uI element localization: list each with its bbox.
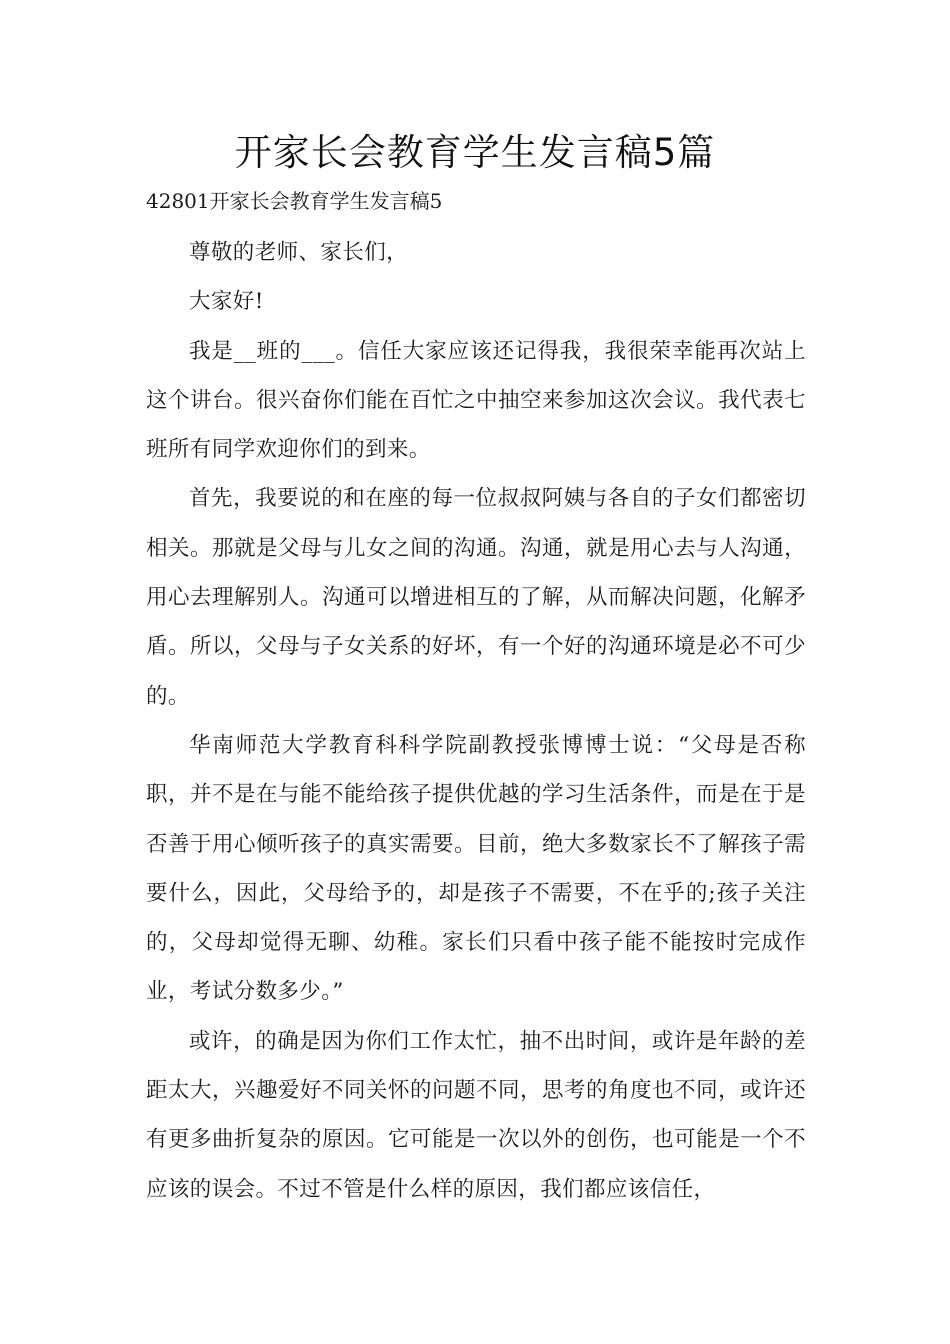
paragraph-communication: 首先，我要说的和在座的每一位叔叔阿姨与各自的子女们都密切相关。那就是父母与儿女之间的沟通。沟通，就是用心去与人沟通，用心去理解别人。沟通可以增进相互的了解，从而解决问题，化解矛盾。所以，父母与子女关系的好坏，有一个好的沟通环境是必不可少的。 xyxy=(146,486,806,709)
paragraph-quote: 华南师范大学教育科科学院副教授张博博士说：“父母是否称职，并不是在与能不能给孩子提供优越的学习生活条件，而是在于是否善于用心倾听孩子的真实需要。目前，绝大多数家长不了解孩子需要什么，因此，父母给予的，却是孩子不需要，不在乎的;孩子关注的，父母却觉得无聊、幼稚。家长们只看中孩子能不能按时完成作业，考试分数多少。” xyxy=(146,732,806,1005)
paragraph-reasons: 或许，的确是因为你们工作太忙，抽不出时间，或许是年龄的差距太大，兴趣爱好不同关怀的问题不同，思考的角度也不同，或许还有更多曲折复杂的原因。它可能是一次以外的创伤，也可能是一个不应该的误会。不过不管是什么样的原因，我们都应该信任， xyxy=(146,1028,806,1202)
paragraph-greeting: 尊敬的老师、家长们， xyxy=(189,240,409,265)
paragraph-introduction: 我是__班的___。信任大家应该还记得我，我很荣幸能再次站上这个讲台。很兴奋你们能在百忙之中抽空来参加这次会议。我代表七班所有同学欢迎你们的到来。 xyxy=(146,338,806,463)
document-subtitle: 42801开家长会教育学生发言稿5 xyxy=(146,189,443,213)
document-body xyxy=(146,228,806,1214)
paragraph-hello: 大家好! xyxy=(189,289,264,315)
document-title: 开家长会教育学生发言稿5篇 xyxy=(234,131,716,174)
